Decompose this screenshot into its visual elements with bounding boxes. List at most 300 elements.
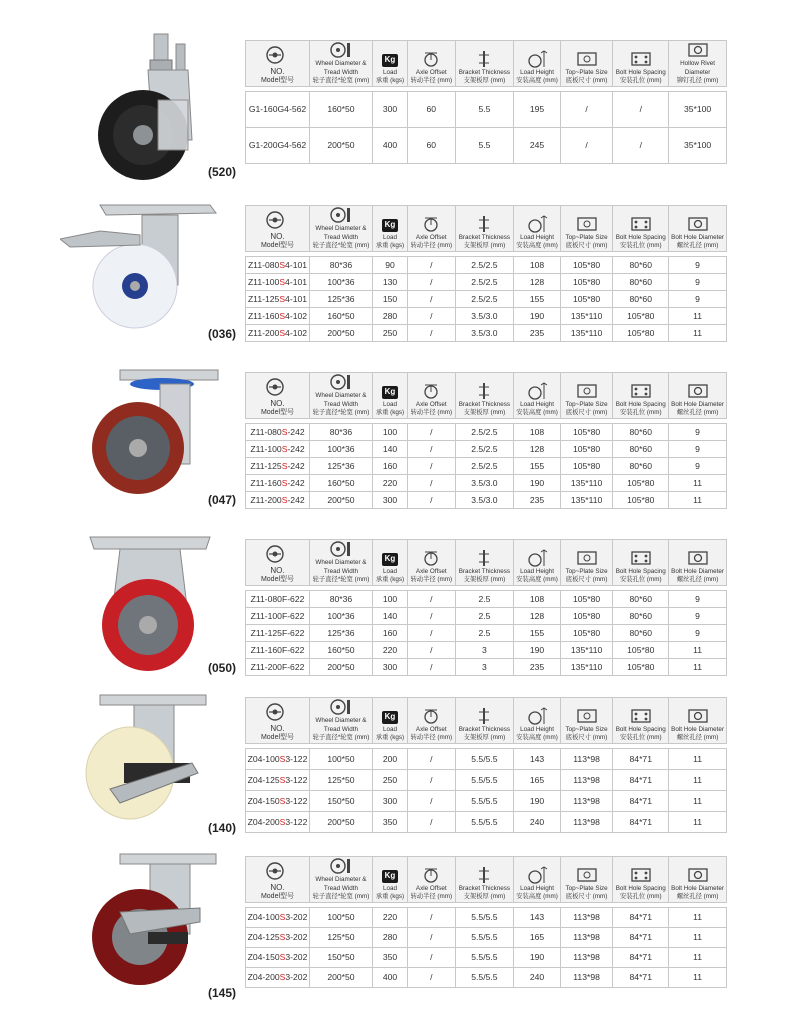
wheel-cell: 125*50 <box>309 769 372 790</box>
plate-cell: 105*80 <box>560 607 613 624</box>
axle-cell: / <box>408 748 455 769</box>
height-cell: 108 <box>514 423 560 440</box>
spec-table <box>245 539 727 676</box>
diam-cell: 35*100 <box>669 91 727 127</box>
spacing-cell: 84*71 <box>613 769 669 790</box>
model-cell: G1-160G4-562 <box>246 91 310 127</box>
height-cell: 155 <box>514 290 560 307</box>
caster-photo <box>80 852 220 997</box>
kg-icon: Kg <box>382 553 399 566</box>
wheel-cell: 80*36 <box>309 423 372 440</box>
load-cell: 250 <box>372 324 407 341</box>
diam-cell: 11 <box>669 474 727 491</box>
height-cell: 165 <box>514 769 560 790</box>
table-row <box>246 947 727 967</box>
plate-cell: 105*80 <box>560 457 613 474</box>
table-header-row <box>246 373 727 419</box>
table-header-row <box>246 857 727 903</box>
kg-icon: Kg <box>382 870 399 883</box>
bracket-cell: 2.5 <box>455 607 514 624</box>
model-cell: Z11-160S-242 <box>246 474 310 491</box>
table-row <box>246 967 727 987</box>
plate-cell: 135*110 <box>560 658 613 675</box>
axle-cell: / <box>408 624 455 641</box>
plate-cell: 113*98 <box>560 927 613 947</box>
spacing-cell: 105*80 <box>613 307 669 324</box>
header-plate: Top~Plate Size 底板尺寸 (mm) <box>560 206 613 252</box>
height-cell: 165 <box>514 927 560 947</box>
spacing-cell: 80*60 <box>613 273 669 290</box>
header-diameter: Bolt Hole Diameter 螺丝孔径 (mm) <box>669 698 727 744</box>
model-cell: Z04-200S3-202 <box>246 967 310 987</box>
height-cell: 235 <box>514 324 560 341</box>
axle-cell: / <box>408 607 455 624</box>
height-cell: 235 <box>514 658 560 675</box>
bracket-cell: 2.5/2.5 <box>455 457 514 474</box>
bracket-cell: 3 <box>455 641 514 658</box>
spec-table <box>245 205 727 342</box>
wheel-cell: 100*50 <box>309 748 372 769</box>
table-row <box>246 273 727 290</box>
table-row <box>246 307 727 324</box>
product-code: (047) <box>208 493 237 507</box>
axle-cell: / <box>408 324 455 341</box>
header-model: NO. Model型号 <box>246 373 310 419</box>
load-cell: 220 <box>372 641 407 658</box>
plate-cell: 113*98 <box>560 769 613 790</box>
wheel-cell: 160*50 <box>309 474 372 491</box>
spacing-cell: 80*60 <box>613 457 669 474</box>
table-header-row <box>246 206 727 252</box>
table-row <box>246 658 727 675</box>
model-cell: G1-200G4-562 <box>246 127 310 163</box>
header-bracket: Bracket Thickness 支架板厚 (mm) <box>455 857 514 903</box>
header-model: NO. Model型号 <box>246 857 310 903</box>
header-height: Load Height 安装高度 (mm) <box>514 698 560 744</box>
header-axle: Axle Offset 转动半径 (mm) <box>408 206 455 252</box>
model-cell: Z04-125S3-122 <box>246 769 310 790</box>
plate-cell: 105*80 <box>560 440 613 457</box>
caster-photo <box>60 201 220 336</box>
kg-icon: Kg <box>382 54 399 67</box>
diam-cell: 9 <box>669 440 727 457</box>
header-axle: Axle Offset 转动半径 (mm) <box>408 698 455 744</box>
axle-cell: / <box>408 307 455 324</box>
height-cell: 128 <box>514 440 560 457</box>
bracket-cell: 2.5/2.5 <box>455 256 514 273</box>
bracket-cell: 5.5/5.5 <box>455 947 514 967</box>
bracket-cell: 5.5/5.5 <box>455 967 514 987</box>
header-diameter: Hollow Rivet Diameter 铆钉孔径 (mm) <box>669 41 727 87</box>
load-cell: 300 <box>372 790 407 811</box>
model-cell: Z11-200S4-102 <box>246 324 310 341</box>
header-wheel: Wheel Diameter & Tread Width 轮子直径*轮宽 (mm) <box>309 540 372 586</box>
header-spacing: Bolt Hole Spacing 安装孔位 (mm) <box>613 206 669 252</box>
header-wheel: Wheel Diameter & Tread Width 轮子直径*轮宽 (mm) <box>309 698 372 744</box>
header-plate: Top~Plate Size 底板尺寸 (mm) <box>560 373 613 419</box>
height-cell: 195 <box>514 91 560 127</box>
caster-photo <box>88 30 208 185</box>
model-cell: Z11-100F-622 <box>246 607 310 624</box>
diam-cell: 9 <box>669 256 727 273</box>
spacing-cell: 80*60 <box>613 423 669 440</box>
header-load: Kg Load 承重 (kgs) <box>372 540 407 586</box>
table-row <box>246 907 727 927</box>
header-height: Load Height 安装高度 (mm) <box>514 540 560 586</box>
model-cell: Z11-100S4-101 <box>246 273 310 290</box>
product-section <box>0 372 811 507</box>
wheel-cell: 100*36 <box>309 440 372 457</box>
header-load: Kg Load 承重 (kgs) <box>372 206 407 252</box>
load-cell: 220 <box>372 907 407 927</box>
table-row <box>246 474 727 491</box>
load-cell: 300 <box>372 91 407 127</box>
model-cell: Z04-100S3-122 <box>246 748 310 769</box>
spacing-cell: 105*80 <box>613 491 669 508</box>
load-cell: 100 <box>372 423 407 440</box>
spacing-cell: 105*80 <box>613 641 669 658</box>
table-row <box>246 127 727 163</box>
model-cell: Z11-200S-242 <box>246 491 310 508</box>
plate-cell: 113*98 <box>560 907 613 927</box>
axle-cell: / <box>408 256 455 273</box>
wheel-cell: 150*50 <box>309 947 372 967</box>
load-cell: 350 <box>372 811 407 832</box>
header-model: NO. Model型号 <box>246 540 310 586</box>
model-cell: Z11-160F-622 <box>246 641 310 658</box>
product-section <box>0 539 811 675</box>
plate-cell: 113*98 <box>560 748 613 769</box>
diam-cell: 11 <box>669 307 727 324</box>
product-code: (145) <box>208 986 237 1000</box>
load-cell: 300 <box>372 491 407 508</box>
kg-icon: Kg <box>382 711 399 724</box>
header-height: Load Height 安装高度 (mm) <box>514 41 560 87</box>
model-cell: Z11-080F-622 <box>246 590 310 607</box>
header-wheel: Wheel Diameter & Tread Width 轮子直径*轮宽 (mm) <box>309 373 372 419</box>
plate-cell: / <box>560 127 613 163</box>
spec-table <box>245 697 727 833</box>
header-spacing: Bolt Hole Spacing 安装孔位 (mm) <box>613 698 669 744</box>
load-cell: 100 <box>372 590 407 607</box>
load-cell: 280 <box>372 927 407 947</box>
diam-cell: 9 <box>669 607 727 624</box>
bracket-cell: 3 <box>455 658 514 675</box>
wheel-cell: 150*50 <box>309 790 372 811</box>
bracket-cell: 5.5/5.5 <box>455 769 514 790</box>
plate-cell: 135*110 <box>560 491 613 508</box>
spec-table <box>245 372 727 509</box>
wheel-cell: 200*50 <box>309 324 372 341</box>
load-cell: 140 <box>372 607 407 624</box>
kg-icon: Kg <box>382 386 399 399</box>
wheel-cell: 100*36 <box>309 273 372 290</box>
header-diameter: Bolt Hole Diameter 螺丝孔径 (mm) <box>669 373 727 419</box>
axle-cell: / <box>408 641 455 658</box>
model-cell: Z11-125S-242 <box>246 457 310 474</box>
table-header-row <box>246 540 727 586</box>
header-bracket: Bracket Thickness 支架板厚 (mm) <box>455 540 514 586</box>
header-height: Load Height 安装高度 (mm) <box>514 206 560 252</box>
model-cell: Z11-080S-242 <box>246 423 310 440</box>
bracket-cell: 2.5/2.5 <box>455 423 514 440</box>
header-spacing: Bolt Hole Spacing 安装孔位 (mm) <box>613 857 669 903</box>
header-model: NO. Model型号 <box>246 206 310 252</box>
axle-cell: / <box>408 769 455 790</box>
header-bracket: Bracket Thickness 支架板厚 (mm) <box>455 698 514 744</box>
diam-cell: 11 <box>669 658 727 675</box>
height-cell: 240 <box>514 967 560 987</box>
diam-cell: 11 <box>669 641 727 658</box>
table-row <box>246 324 727 341</box>
model-cell: Z04-125S3-202 <box>246 927 310 947</box>
model-cell: Z11-125F-622 <box>246 624 310 641</box>
height-cell: 128 <box>514 607 560 624</box>
model-cell: Z11-200F-622 <box>246 658 310 675</box>
product-code: (050) <box>208 661 237 675</box>
wheel-cell: 125*36 <box>309 624 372 641</box>
axle-cell: / <box>408 927 455 947</box>
axle-cell: / <box>408 474 455 491</box>
wheel-cell: 125*36 <box>309 457 372 474</box>
wheel-cell: 80*36 <box>309 590 372 607</box>
header-wheel: Wheel Diameter & Tread Width 轮子直径*轮宽 (mm) <box>309 857 372 903</box>
diam-cell: 11 <box>669 769 727 790</box>
plate-cell: / <box>560 91 613 127</box>
wheel-cell: 200*50 <box>309 658 372 675</box>
load-cell: 150 <box>372 290 407 307</box>
height-cell: 190 <box>514 641 560 658</box>
header-diameter: Bolt Hole Diameter 螺丝孔径 (mm) <box>669 540 727 586</box>
wheel-cell: 125*50 <box>309 927 372 947</box>
load-cell: 400 <box>372 967 407 987</box>
wheel-cell: 160*50 <box>309 641 372 658</box>
caster-photo <box>80 693 220 828</box>
header-bracket: Bracket Thickness 支架板厚 (mm) <box>455 373 514 419</box>
wheel-cell: 200*50 <box>309 491 372 508</box>
bracket-cell: 5.5/5.5 <box>455 927 514 947</box>
diam-cell: 11 <box>669 324 727 341</box>
table-row <box>246 927 727 947</box>
table-row <box>246 256 727 273</box>
axle-cell: 60 <box>408 127 455 163</box>
axle-cell: / <box>408 947 455 967</box>
load-cell: 250 <box>372 769 407 790</box>
axle-cell: / <box>408 967 455 987</box>
axle-cell: / <box>408 811 455 832</box>
axle-cell: / <box>408 440 455 457</box>
height-cell: 245 <box>514 127 560 163</box>
load-cell: 140 <box>372 440 407 457</box>
height-cell: 128 <box>514 273 560 290</box>
plate-cell: 105*80 <box>560 423 613 440</box>
diam-cell: 35*100 <box>669 127 727 163</box>
table-header-row <box>246 698 727 744</box>
load-cell: 160 <box>372 457 407 474</box>
wheel-cell: 100*50 <box>309 907 372 927</box>
spacing-cell: 84*71 <box>613 947 669 967</box>
wheel-cell: 160*50 <box>309 91 372 127</box>
table-row <box>246 790 727 811</box>
header-load: Kg Load 承重 (kgs) <box>372 41 407 87</box>
bracket-cell: 5.5 <box>455 127 514 163</box>
plate-cell: 113*98 <box>560 947 613 967</box>
product-code: (140) <box>208 821 237 835</box>
load-cell: 160 <box>372 624 407 641</box>
model-cell: Z04-200S3-122 <box>246 811 310 832</box>
load-cell: 130 <box>372 273 407 290</box>
spacing-cell: 84*71 <box>613 907 669 927</box>
bracket-cell: 2.5/2.5 <box>455 290 514 307</box>
diam-cell: 11 <box>669 967 727 987</box>
diam-cell: 9 <box>669 290 727 307</box>
header-spacing: Bolt Hole Spacing 安装孔位 (mm) <box>613 373 669 419</box>
plate-cell: 105*80 <box>560 590 613 607</box>
diam-cell: 11 <box>669 790 727 811</box>
diam-cell: 9 <box>669 624 727 641</box>
height-cell: 108 <box>514 256 560 273</box>
spacing-cell: 80*60 <box>613 590 669 607</box>
spacing-cell: 84*71 <box>613 811 669 832</box>
product-section <box>0 40 811 190</box>
wheel-cell: 200*50 <box>309 811 372 832</box>
table-row <box>246 590 727 607</box>
height-cell: 155 <box>514 457 560 474</box>
spacing-cell: 84*71 <box>613 967 669 987</box>
model-cell: Z04-150S3-202 <box>246 947 310 967</box>
bracket-cell: 2.5/2.5 <box>455 440 514 457</box>
diam-cell: 9 <box>669 457 727 474</box>
header-axle: Axle Offset 转动半径 (mm) <box>408 373 455 419</box>
spacing-cell: / <box>613 127 669 163</box>
model-cell: Z04-150S3-122 <box>246 790 310 811</box>
spacing-cell: 80*60 <box>613 256 669 273</box>
bracket-cell: 2.5 <box>455 590 514 607</box>
spacing-cell: / <box>613 91 669 127</box>
header-plate: Top~Plate Size 底板尺寸 (mm) <box>560 540 613 586</box>
plate-cell: 105*80 <box>560 256 613 273</box>
height-cell: 155 <box>514 624 560 641</box>
height-cell: 190 <box>514 947 560 967</box>
spec-table <box>245 40 727 164</box>
wheel-cell: 100*36 <box>309 607 372 624</box>
wheel-cell: 200*50 <box>309 127 372 163</box>
diam-cell: 11 <box>669 491 727 508</box>
load-cell: 280 <box>372 307 407 324</box>
wheel-cell: 80*36 <box>309 256 372 273</box>
axle-cell: / <box>408 590 455 607</box>
load-cell: 400 <box>372 127 407 163</box>
load-cell: 350 <box>372 947 407 967</box>
table-row <box>246 607 727 624</box>
axle-cell: / <box>408 457 455 474</box>
header-height: Load Height 安装高度 (mm) <box>514 857 560 903</box>
table-row <box>246 290 727 307</box>
load-cell: 200 <box>372 748 407 769</box>
header-spacing: Bolt Hole Spacing 安装孔位 (mm) <box>613 41 669 87</box>
height-cell: 190 <box>514 474 560 491</box>
product-code: (036) <box>208 327 237 341</box>
diam-cell: 9 <box>669 590 727 607</box>
load-cell: 220 <box>372 474 407 491</box>
diam-cell: 11 <box>669 907 727 927</box>
axle-cell: / <box>408 790 455 811</box>
height-cell: 190 <box>514 307 560 324</box>
axle-cell: 60 <box>408 91 455 127</box>
wheel-cell: 200*50 <box>309 967 372 987</box>
height-cell: 143 <box>514 748 560 769</box>
height-cell: 240 <box>514 811 560 832</box>
table-row <box>246 811 727 832</box>
plate-cell: 113*98 <box>560 811 613 832</box>
wheel-cell: 160*50 <box>309 307 372 324</box>
kg-icon: Kg <box>382 219 399 232</box>
header-bracket: Bracket Thickness 支架板厚 (mm) <box>455 206 514 252</box>
header-plate: Top~Plate Size 底板尺寸 (mm) <box>560 41 613 87</box>
bracket-cell: 5.5/5.5 <box>455 790 514 811</box>
bracket-cell: 5.5/5.5 <box>455 907 514 927</box>
table-row <box>246 748 727 769</box>
model-cell: Z04-100S3-202 <box>246 907 310 927</box>
height-cell: 235 <box>514 491 560 508</box>
axle-cell: / <box>408 273 455 290</box>
table-row <box>246 423 727 440</box>
load-cell: 300 <box>372 658 407 675</box>
header-wheel: Wheel Diameter & Tread Width 轮子直径*轮宽 (mm) <box>309 206 372 252</box>
plate-cell: 105*80 <box>560 624 613 641</box>
bracket-cell: 3.5/3.0 <box>455 491 514 508</box>
bracket-cell: 3.5/3.0 <box>455 307 514 324</box>
model-cell: Z11-080S4-101 <box>246 256 310 273</box>
caster-photo <box>80 535 220 680</box>
axle-cell: / <box>408 290 455 307</box>
axle-cell: / <box>408 907 455 927</box>
product-section <box>0 856 811 1000</box>
table-row <box>246 491 727 508</box>
diam-cell: 11 <box>669 947 727 967</box>
table-row <box>246 769 727 790</box>
header-plate: Top~Plate Size 底板尺寸 (mm) <box>560 857 613 903</box>
header-model: NO. Model型号 <box>246 41 310 87</box>
height-cell: 190 <box>514 790 560 811</box>
plate-cell: 135*110 <box>560 641 613 658</box>
spacing-cell: 84*71 <box>613 748 669 769</box>
table-header-row <box>246 41 727 87</box>
product-section <box>0 697 811 835</box>
load-cell: 90 <box>372 256 407 273</box>
diam-cell: 11 <box>669 927 727 947</box>
header-axle: Axle Offset 转动半径 (mm) <box>408 41 455 87</box>
spacing-cell: 80*60 <box>613 624 669 641</box>
plate-cell: 105*80 <box>560 290 613 307</box>
spacing-cell: 84*71 <box>613 790 669 811</box>
header-wheel: Wheel Diameter & Tread Width 轮子直径*轮宽 (mm) <box>309 41 372 87</box>
height-cell: 108 <box>514 590 560 607</box>
bracket-cell: 2.5/2.5 <box>455 273 514 290</box>
table-row <box>246 457 727 474</box>
plate-cell: 113*98 <box>560 967 613 987</box>
header-bracket: Bracket Thickness 支架板厚 (mm) <box>455 41 514 87</box>
header-load: Kg Load 承重 (kgs) <box>372 698 407 744</box>
spacing-cell: 80*60 <box>613 290 669 307</box>
header-load: Kg Load 承重 (kgs) <box>372 373 407 419</box>
header-axle: Axle Offset 转动半径 (mm) <box>408 857 455 903</box>
spacing-cell: 80*60 <box>613 607 669 624</box>
axle-cell: / <box>408 658 455 675</box>
header-plate: Top~Plate Size 底板尺寸 (mm) <box>560 698 613 744</box>
wheel-cell: 125*36 <box>309 290 372 307</box>
plate-cell: 135*110 <box>560 307 613 324</box>
